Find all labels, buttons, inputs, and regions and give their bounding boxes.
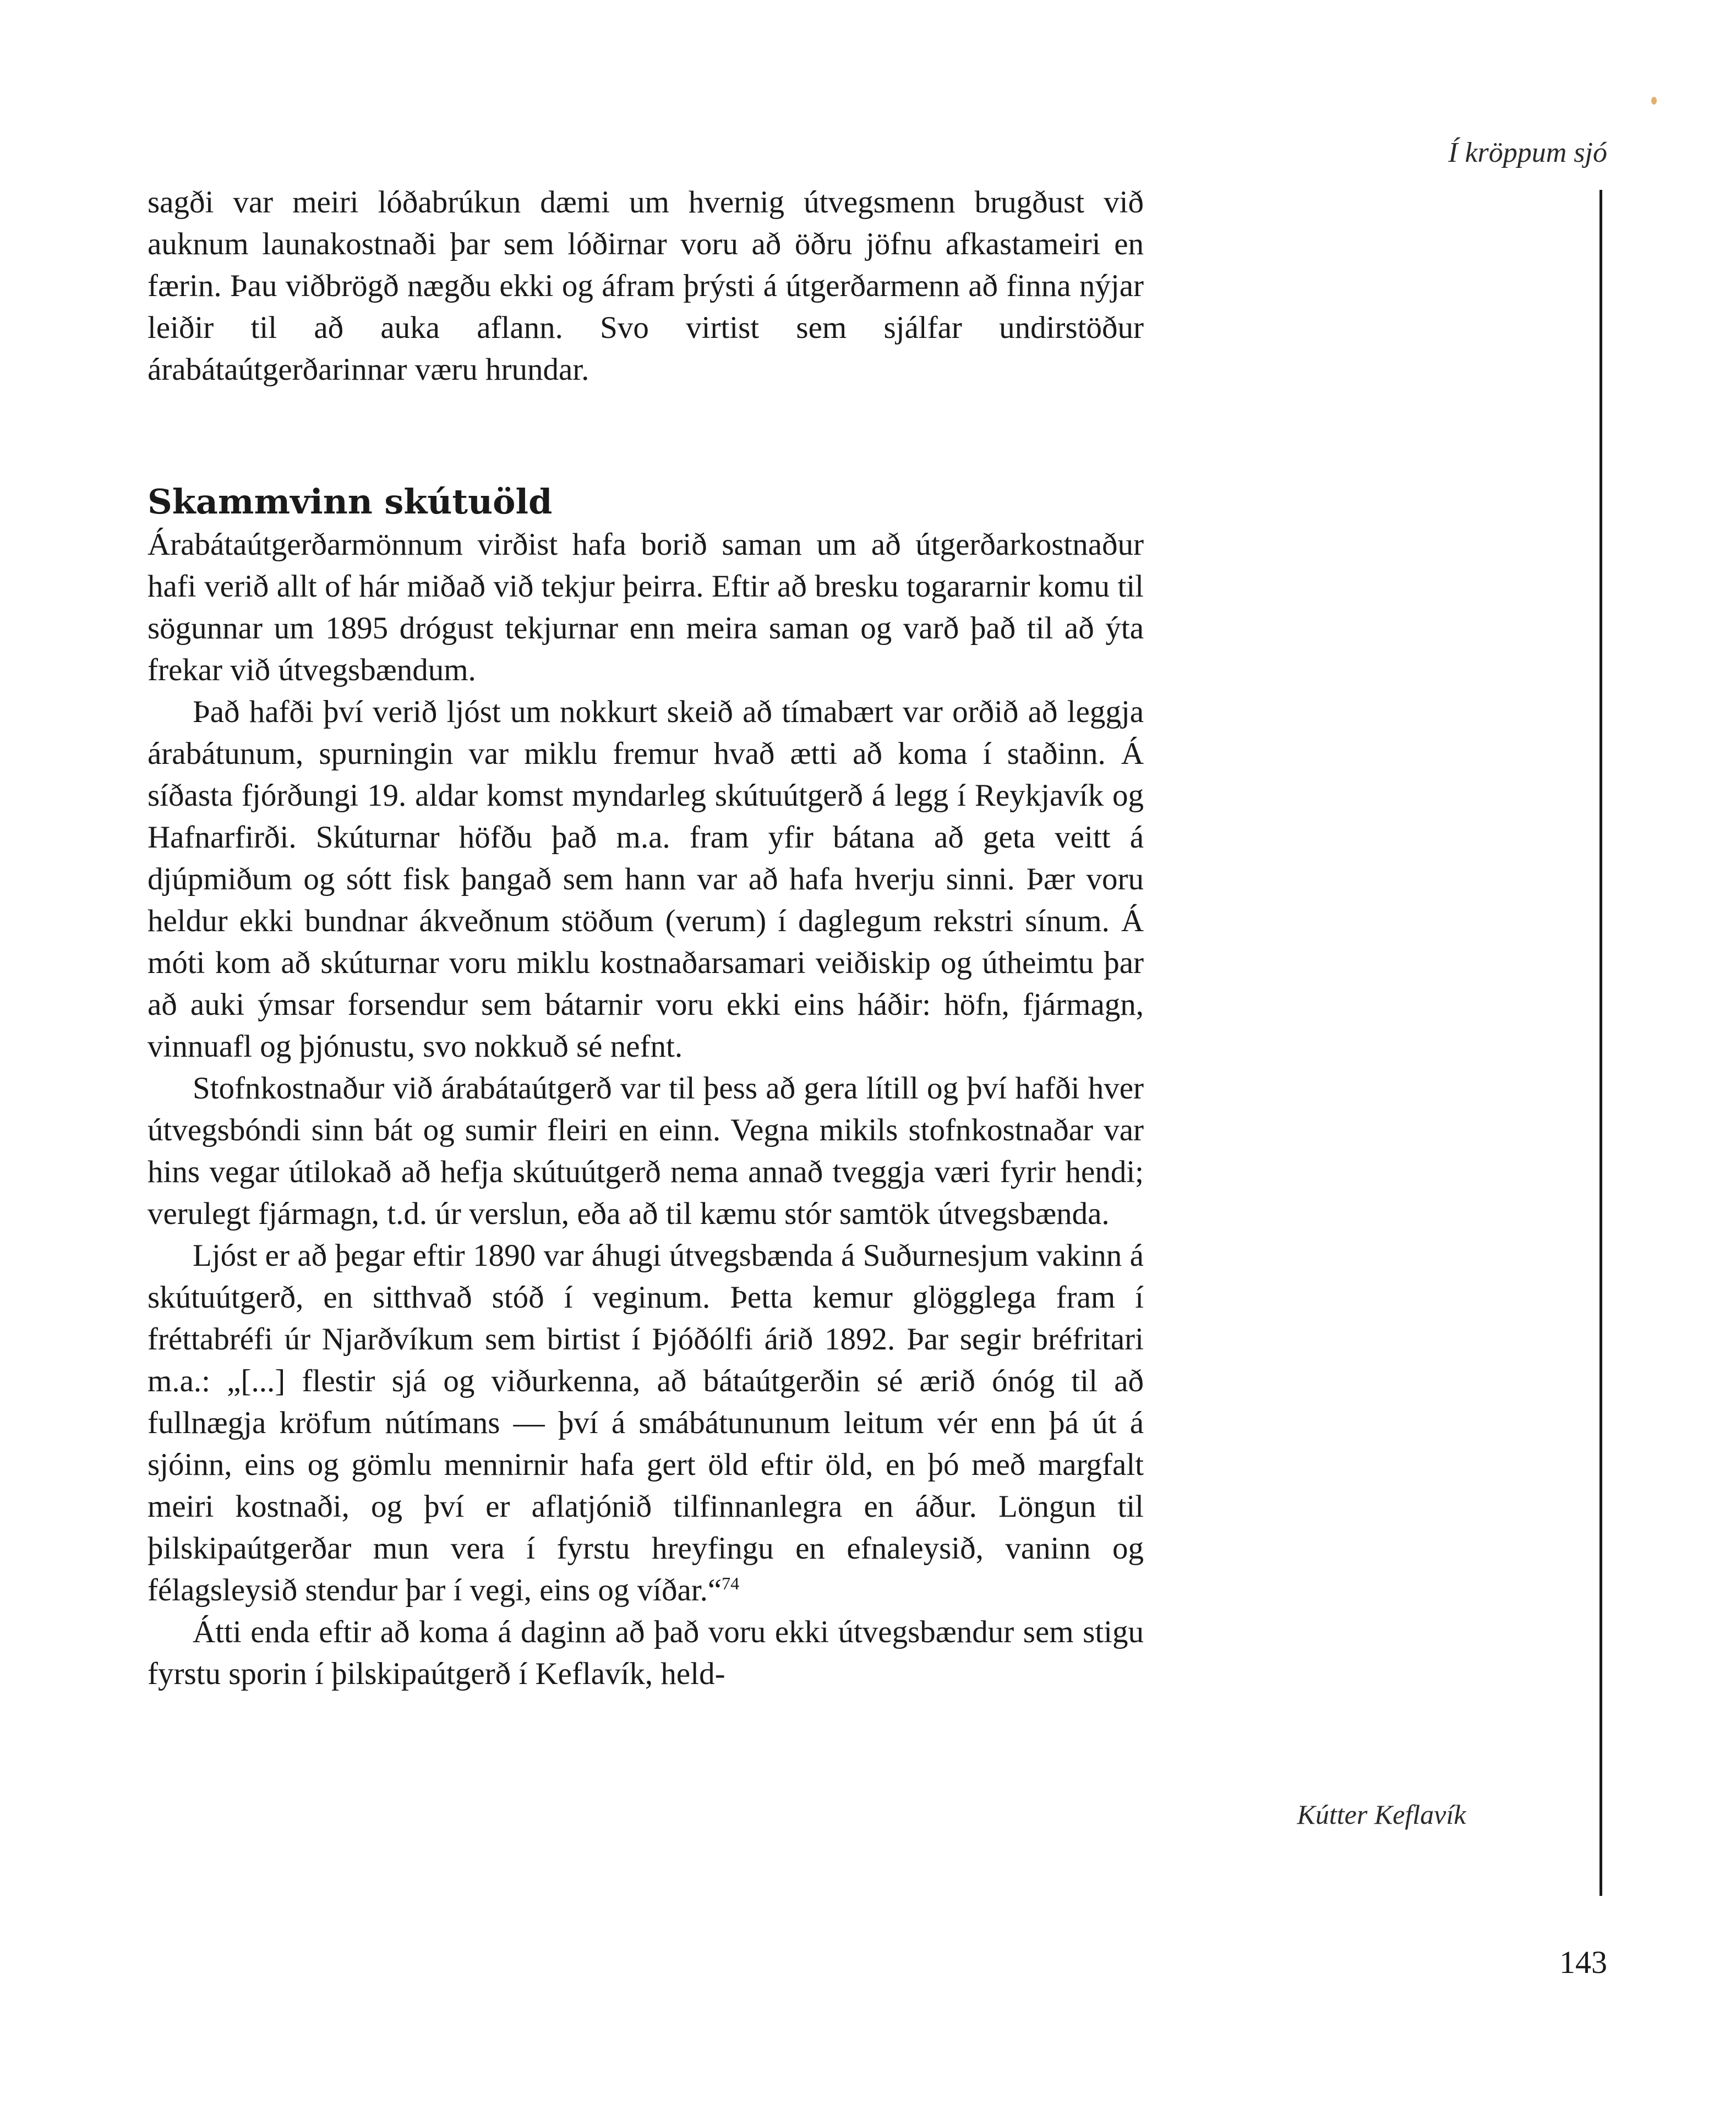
paragraph-continued: sagði var meiri lóðabrúkun dæmi um hvernig útvegsmenn brugðust við auknum launakostnaði þar sem lóðirnar voru að öðru jöfnu afkastameiri en færin. Þau viðbrögð nægðu ekki og áfram þrýsti á útgerðarmenn að finna nýjar leiðir til að auka aflann. Svo virtist sem sjálfar undirstöður árabátaútgerðarinnar væru hrundar. bbox=[148, 185, 1144, 387]
footnote-reference[interactable]: 74 bbox=[722, 1573, 740, 1593]
paragraph-4-text: Ljóst er að þegar eftir 1890 var áhugi útvegsbænda á Suðurnesjum vakinn á skútuútgerð, en sitthvað stóð í veginum. Þetta kemur glögglega fram í fréttabréfi úr Njarðvíkum sem birtist í Þjóðólfi árið 1892. Þar segir bréfritari m.a.: „[...] flestir sjá og viðurkenna, að bátaútgerðin sé ærið ónóg til að fullnægja kröfum nútímans — því á smábátununum leitum vér enn þá út á sjóinn, eins og gömlu mennirnir hafa gert öld eftir öld, en þó með margfalt meiri kostnaði, og því er aflatjónið tilfinnanlegra en áður. Löngun til þilskipaútgerðar mun vera í fyrstu hreyfingu en efnaleysið, vaninn og félagsleysið stendur þar í vegi, eins og víðar.“ bbox=[148, 1238, 1144, 1608]
running-head: Í kröppum sjó bbox=[1448, 137, 1607, 168]
paragraph-5: Átti enda eftir að koma á daginn að það voru ekki útvegsbændur sem stigu fyrstu sporin í þilskipaútgerð í Keflavík, held- bbox=[148, 1615, 1144, 1691]
section-heading: Skammvinn skútuöld bbox=[148, 482, 553, 522]
paragraph-3: Stofnkostnaður við árabátaútgerð var til þess að gera lítill og því hafði hver útvegsbóndi sinn bát og sumir fleiri en einn. Vegna mikils stofnkostnaðar var hins vegar útilokað að hefja skútuútgerð nema annað tveggja væri fyrir hendi; verulegt fjármagn, t.d. úr verslun, eða að til kæmu stór samtök útvegsbænda. bbox=[148, 1071, 1144, 1231]
margin-rule bbox=[1599, 190, 1602, 1896]
page-number: 143 bbox=[1559, 1944, 1607, 1980]
paragraph-1: Árabátaútgerðarmönnum virðist hafa borið saman um að útgerðarkostnaður hafi verið allt of hár miðað við tekjur þeirra. Eftir að bresku togararnir komu til sögunnar um 1895 drógust tekjurnar enn meira saman og varð það til að ýta frekar við útvegsbændum. bbox=[148, 527, 1144, 687]
margin-note: Kútter Keflavík bbox=[1297, 1799, 1466, 1830]
paragraph-2: Það hafði því verið ljóst um nokkurt skeið að tímabært var orðið að leggja árabátunum, spurningin var miklu fremur hvað ætti að koma í staðinn. Á síðasta fjórðungi 19. aldar komst myndarleg skútuútgerð á legg í Reykjavík og Hafnarfirði. Skúturnar höfðu það m.a. fram yfir bátana að geta veitt á djúpmiðum og sótt fisk þangað sem hann var að hafa hverju sinni. Þær voru heldur ekki bundnar ákveðnum stöðum (verum) í daglegum rekstri sínum. Á móti kom að skúturnar voru miklu kostnaðarsamari veiðiskip og útheimtu þar að auki ýmsar forsendur sem bátarnir voru ekki eins háðir: höfn, fjármagn, vinnuafl og þjónustu, svo nokkuð sé nefnt. bbox=[148, 695, 1144, 1064]
main-text bbox=[148, 182, 1144, 1695]
paper-speck bbox=[1651, 97, 1657, 105]
paragraph-4 bbox=[148, 1235, 1144, 1611]
